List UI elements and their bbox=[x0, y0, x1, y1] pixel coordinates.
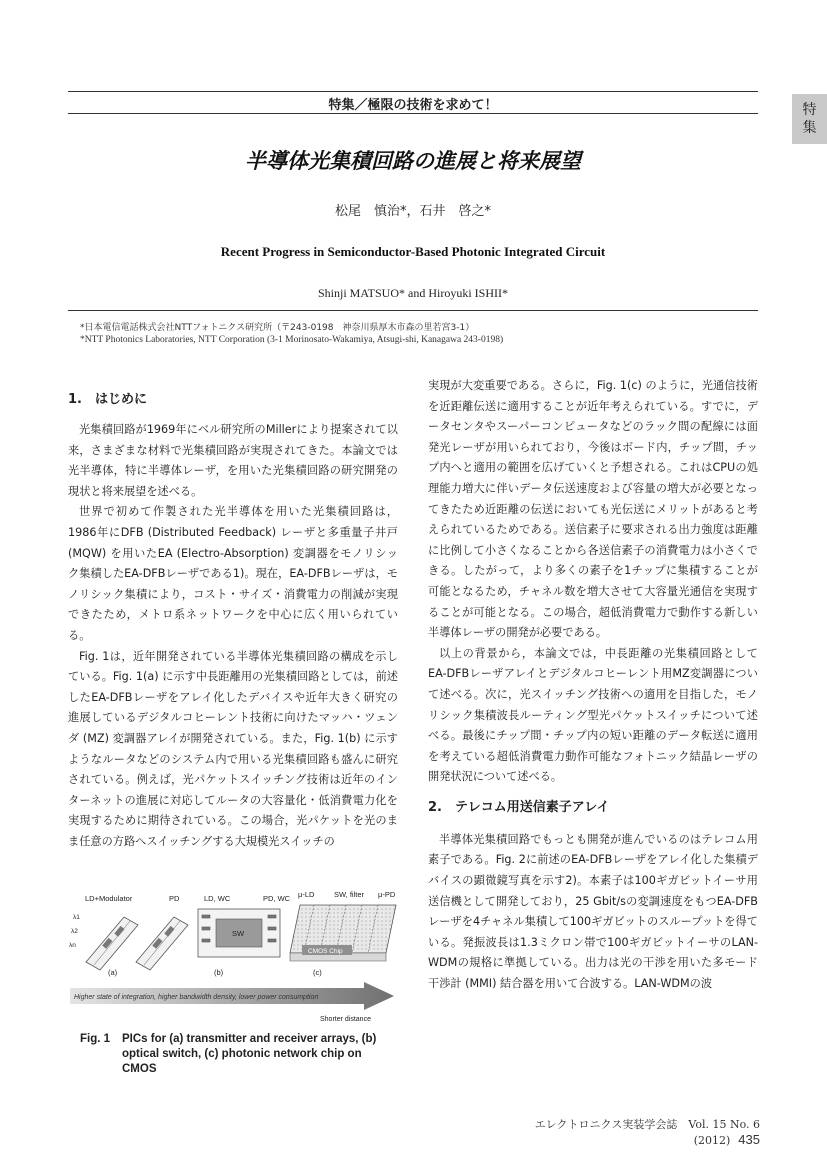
right-column bbox=[428, 376, 758, 995]
figure-1 bbox=[68, 887, 398, 1027]
label-arrow-text: Higher state of integration, higher bandwidth density, lower power consumption bbox=[74, 994, 319, 1001]
section-2-heading: 2. テレコム用送信素子アレイ bbox=[428, 799, 610, 815]
figure-1-drawing bbox=[68, 887, 398, 1027]
label-sub-c: (c) bbox=[313, 968, 322, 977]
label-pd-a: PD bbox=[169, 894, 180, 903]
article-title-en: Recent Progress in Semiconductor-Based Photonic Integrated Circuit bbox=[220, 244, 606, 259]
journal-name: エレクトロニクス実装学会誌 Vol. 15 No. 6 (2012) bbox=[534, 1118, 760, 1147]
header-bottom-rule bbox=[68, 113, 758, 114]
figure-1-number: Fig. 1 bbox=[80, 1033, 111, 1045]
affiliation-jp: *日本電信電話株式会社NTTフォトニクス研究所（〒243-0198 神奈川県厚木市森の里若宮3-1） bbox=[80, 323, 475, 333]
label-lambda-2: λ2 bbox=[71, 928, 78, 935]
label-mu-pd: μ-PD bbox=[378, 890, 396, 899]
right-paragraph-1: 実現が大変重要である。さらに，Fig. 1(c) のように，光通信技術を近距離伝送に適用することが近年考えられている。すでに，データセンタやスーパーコンピュータなどのラック間の配線には面発光レーザが用いられており，今後はボード内，チップ間，チップ内へと適用の範囲を広げていくと予想される。これはCPUの処理能力増大に伴いデータ伝送速度および容量の増大が必要となってきたため近距離の伝送においても光伝送にメリットがあると考えられているためである。送信素子に要求される出力強度は距離に比例して小さくなることから各送信素子の消費電力は小さくできる。したがって，より多くの素子を1チップに集積することが可能となるため，チャネル数を増大させて大容量光通信を実現することが可能となる。この場合，超低消費電力で動作する新しい半導体レーザの開発が必要である。 bbox=[428, 379, 758, 640]
label-sub-b: (b) bbox=[214, 968, 224, 977]
header-top-rule bbox=[68, 91, 758, 92]
figure-1-caption bbox=[80, 1032, 390, 1077]
side-tab-char-1: 特 bbox=[802, 102, 817, 118]
page-footer bbox=[476, 1116, 760, 1147]
right-paragraph-3: 半導体光集積回路でもっとも開発が進んでいるのはテレコム用素子である。Fig. 2に前述のEA-DFBレーザをアレイ化した集積デバイスの顕微鏡写真を示す2)。本素子は100ギガビットイーサ用送信機として開発しており，25 Gbit/sの変調速度をもつEA-DFBレーザを4チャネル集積して100ギガビットのスループットを得ている。発振波長は1.3ミクロン帯で100ギガビットイーサのLAN-WDMの規格に準拠している。出力は光の干渉を用いた多モード干渉計 (MMI) 結合器を用いて合波する。LAN-WDMの波 bbox=[428, 832, 758, 991]
page-number: 435 bbox=[738, 1132, 760, 1147]
section-1-heading: 1. はじめに bbox=[68, 392, 147, 407]
authors-jp: 松尾 慎治*，石井 啓之* bbox=[334, 204, 491, 219]
label-pd-wc: PD, WC bbox=[263, 894, 291, 903]
left-paragraph-2: 世界で初めて作製された光半導体を用いた光集積回路は，1986年にDFB (Distributed Feedback) レーザと多重量子井戸 (MQW) を用いたEA (Electro-Absorption) 変調器をモノリシック集積したEA-DFBレーザである1)。現在，EA-DFBレーザは，モノリシック集積により，コスト・サイズ・消費電力の削減が実現できたため，メトロ系ネットワークを中心に広く用いられている。 bbox=[68, 505, 398, 642]
label-mu-ld: μ-LD bbox=[298, 890, 315, 899]
affiliation-rule bbox=[68, 310, 758, 311]
label-ld-modulator: LD+Modulator bbox=[85, 894, 133, 903]
affiliation-en: *NTT Photonics Laboratories, NTT Corporation (3-1 Morinosato-Wakamiya, Atsugi-shi, Kanagawa 243-0198) bbox=[80, 335, 504, 345]
section-side-tab bbox=[792, 94, 827, 144]
right-paragraph-2: 以上の背景から，本論文では，中長距離の光集積回路としてEA-DFBレーザアレイとデジタルコヒーレント用MZ変調器について述べる。次に，光スイッチング技術への適用を目指した，モノリシック集積波長ルーティング型光パケットスイッチについて述べる。最後にチップ間・チップ内の短い距離のデータ転送に適用を考えている超低消費電力動作可能なフォトニック結晶レーザの開発状況について述べる。 bbox=[428, 646, 758, 784]
label-sub-a: (a) bbox=[108, 968, 118, 977]
label-shorter-distance: Shorter distance bbox=[320, 1016, 371, 1023]
label-ld-wc: LD, WC bbox=[204, 894, 231, 903]
left-column bbox=[68, 388, 398, 852]
figure-1-caption-text: PICs for (a) transmitter and receiver arrays, (b) optical switch, (c) photonic network chip on CMOS bbox=[122, 1033, 377, 1075]
label-cmos-chip: CMOS Chip bbox=[308, 948, 343, 955]
left-paragraph-1: 光集積回路が1969年にベル研究所のMillerにより提案されて以来，さまざまな材料で光集積回路が実現されてきた。本論文では光半導体，特に半導体レーザ，を用いた光集積回路の研究開発の現状と将来展望を述べる。 bbox=[68, 423, 398, 498]
article-title-jp: 半導体光集積回路の進展と将来展望 bbox=[245, 149, 581, 173]
label-sw: SW bbox=[232, 929, 245, 938]
label-sw-filter: SW, filter bbox=[334, 890, 365, 899]
authors-en: Shinji MATSUO* and Hiroyuki ISHII* bbox=[317, 286, 508, 300]
feature-header: 特集／極限の技術を求めて！ bbox=[328, 98, 498, 113]
label-lambda-1: λ1 bbox=[73, 914, 80, 921]
panel-a-chips bbox=[86, 917, 188, 970]
label-lambda-n: λn bbox=[69, 942, 76, 949]
left-paragraph-3: Fig. 1は，近年開発されている半導体光集積回路の構成を示している。Fig. 1(a) に示す中長距離用の光集積回路としては，前述したEA-DFBレーザをアレイ化したデバイスや近年大きく研究の進展しているデジタルコヒーレント技術に向けたマッハ・ツェンダ (MZ) 変調器アレイが開発されている。また，Fig. 1(b) に示すようなルータなどのシステム内で用いる光集積回路も盛んに研究されている。例えば，光パケットスイッチング技術は近年のインターネットの進展に対応してルータの大容量化・低消費電力化を実現するために期待されている。この場合，光パケットを光のまま任意の方路へスイッチングする大規模光スイッチの bbox=[68, 649, 398, 848]
side-tab-char-2: 集 bbox=[802, 120, 817, 136]
